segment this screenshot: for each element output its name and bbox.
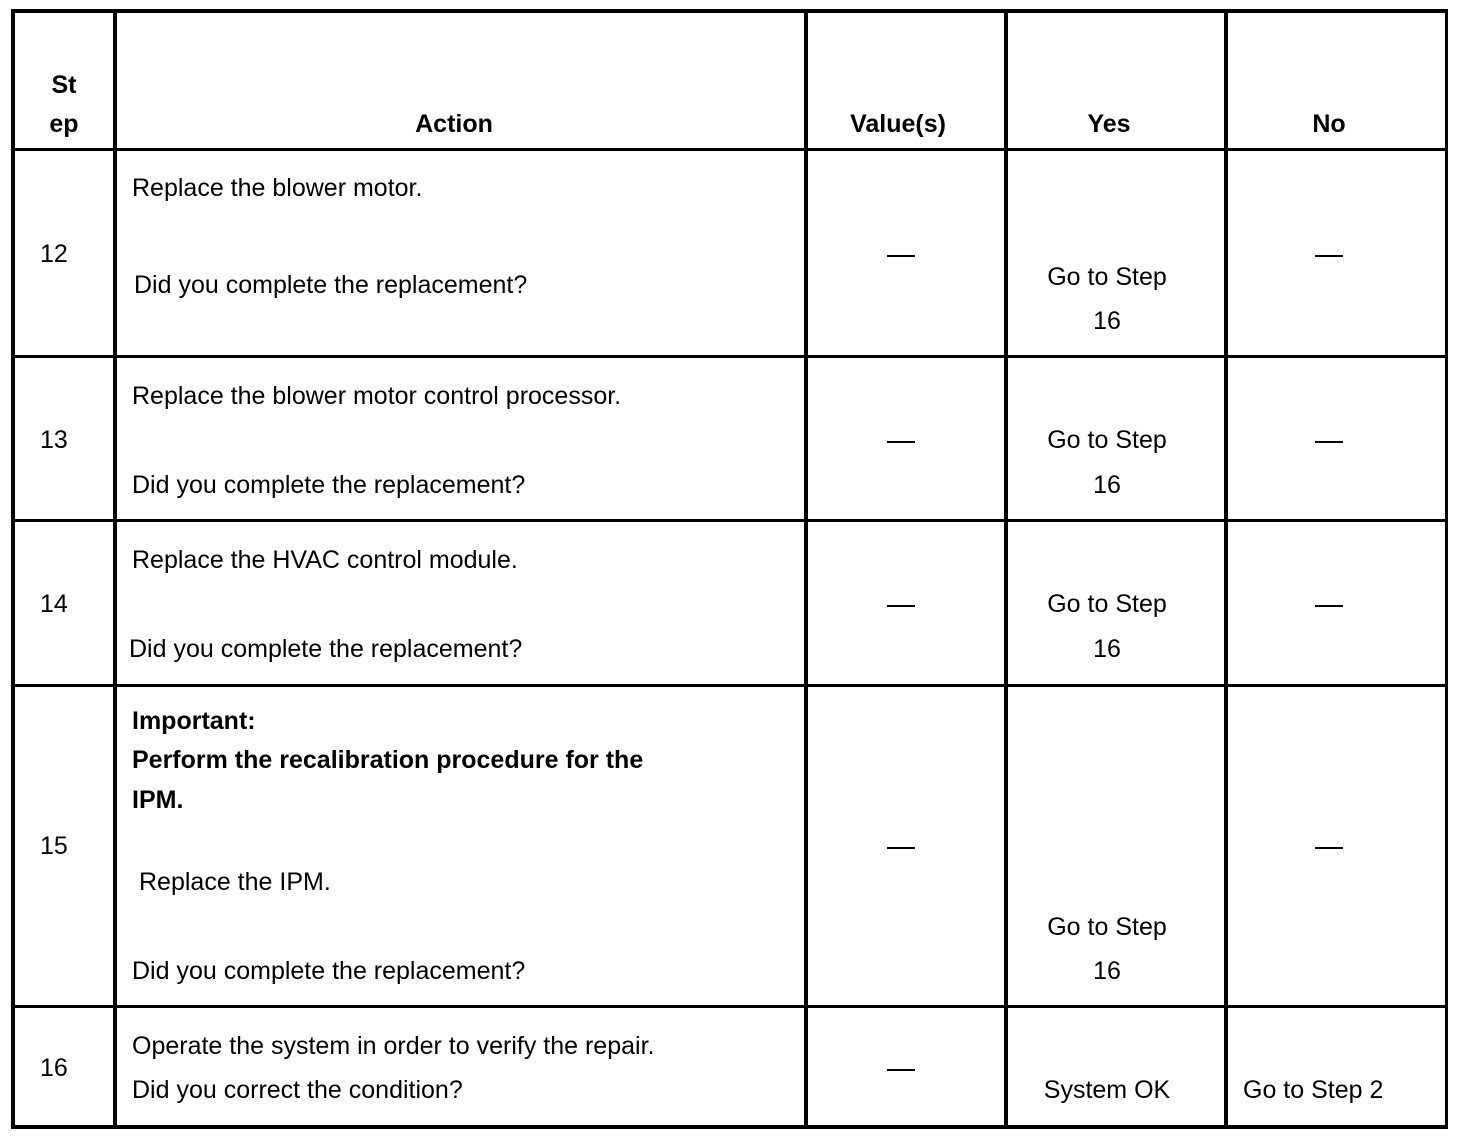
header-values: Value(s) (850, 110, 946, 138)
column-divider (113, 9, 117, 1129)
yes-action-line1: Go to Step (1047, 913, 1167, 941)
table-border-left (11, 9, 15, 1129)
no-dash (1315, 605, 1343, 607)
row-divider (12, 1005, 1448, 1008)
header-action: Action (415, 110, 493, 138)
table-border-right (1445, 9, 1448, 1129)
yes-action-line2: 16 (1093, 957, 1121, 985)
action-question: Did you complete the replacement? (132, 471, 526, 499)
table-border-top (12, 9, 1448, 13)
no-dash (1315, 441, 1343, 443)
column-divider (804, 9, 808, 1129)
action-text: Replace the HVAC control module. (132, 546, 518, 574)
yes-action-line2: 16 (1093, 635, 1121, 663)
step-number: 14 (40, 590, 68, 618)
no-action: Go to Step 2 (1243, 1076, 1384, 1104)
step-number: 12 (40, 240, 68, 268)
row-divider (12, 355, 1448, 358)
action-text: Operate the system in order to verify the repair. (132, 1032, 655, 1060)
column-divider (1224, 9, 1228, 1129)
step-number: 15 (40, 832, 68, 860)
yes-action-line1: Go to Step (1047, 263, 1167, 291)
value-dash (887, 1069, 915, 1071)
action-question: Did you complete the replacement? (132, 957, 526, 985)
important-note-line2: IPM. (132, 786, 184, 814)
action-text: Replace the blower motor. (132, 174, 423, 202)
action-text: Replace the blower motor control processor. (132, 382, 622, 410)
value-dash (887, 605, 915, 607)
value-dash (887, 255, 915, 257)
important-note-line1: Perform the recalibration procedure for the (132, 746, 644, 774)
value-dash (887, 441, 915, 443)
yes-action-line2: 16 (1093, 307, 1121, 335)
header-divider (12, 148, 1448, 151)
row-divider (12, 684, 1448, 687)
header-yes: Yes (1087, 110, 1131, 138)
value-dash (887, 847, 915, 849)
action-question: Did you complete the replacement? (129, 635, 523, 663)
action-question: Did you complete the replacement? (134, 271, 528, 299)
yes-action-line1: Go to Step (1047, 426, 1167, 454)
row-divider (12, 519, 1448, 522)
step-number: 13 (40, 426, 68, 454)
action-question: Did you correct the condition? (132, 1076, 463, 1104)
yes-result: System OK (1043, 1076, 1171, 1104)
header-step-line2: ep (49, 110, 79, 138)
important-label: Important: (132, 707, 256, 735)
header-step-line1: St (51, 71, 77, 99)
step-number: 16 (40, 1054, 68, 1082)
yes-action-line1: Go to Step (1047, 590, 1167, 618)
yes-action-line2: 16 (1093, 471, 1121, 499)
table-border-bottom (12, 1125, 1448, 1129)
no-dash (1315, 847, 1343, 849)
header-no: No (1312, 110, 1346, 138)
action-text: Replace the IPM. (139, 868, 331, 896)
no-dash (1315, 255, 1343, 257)
